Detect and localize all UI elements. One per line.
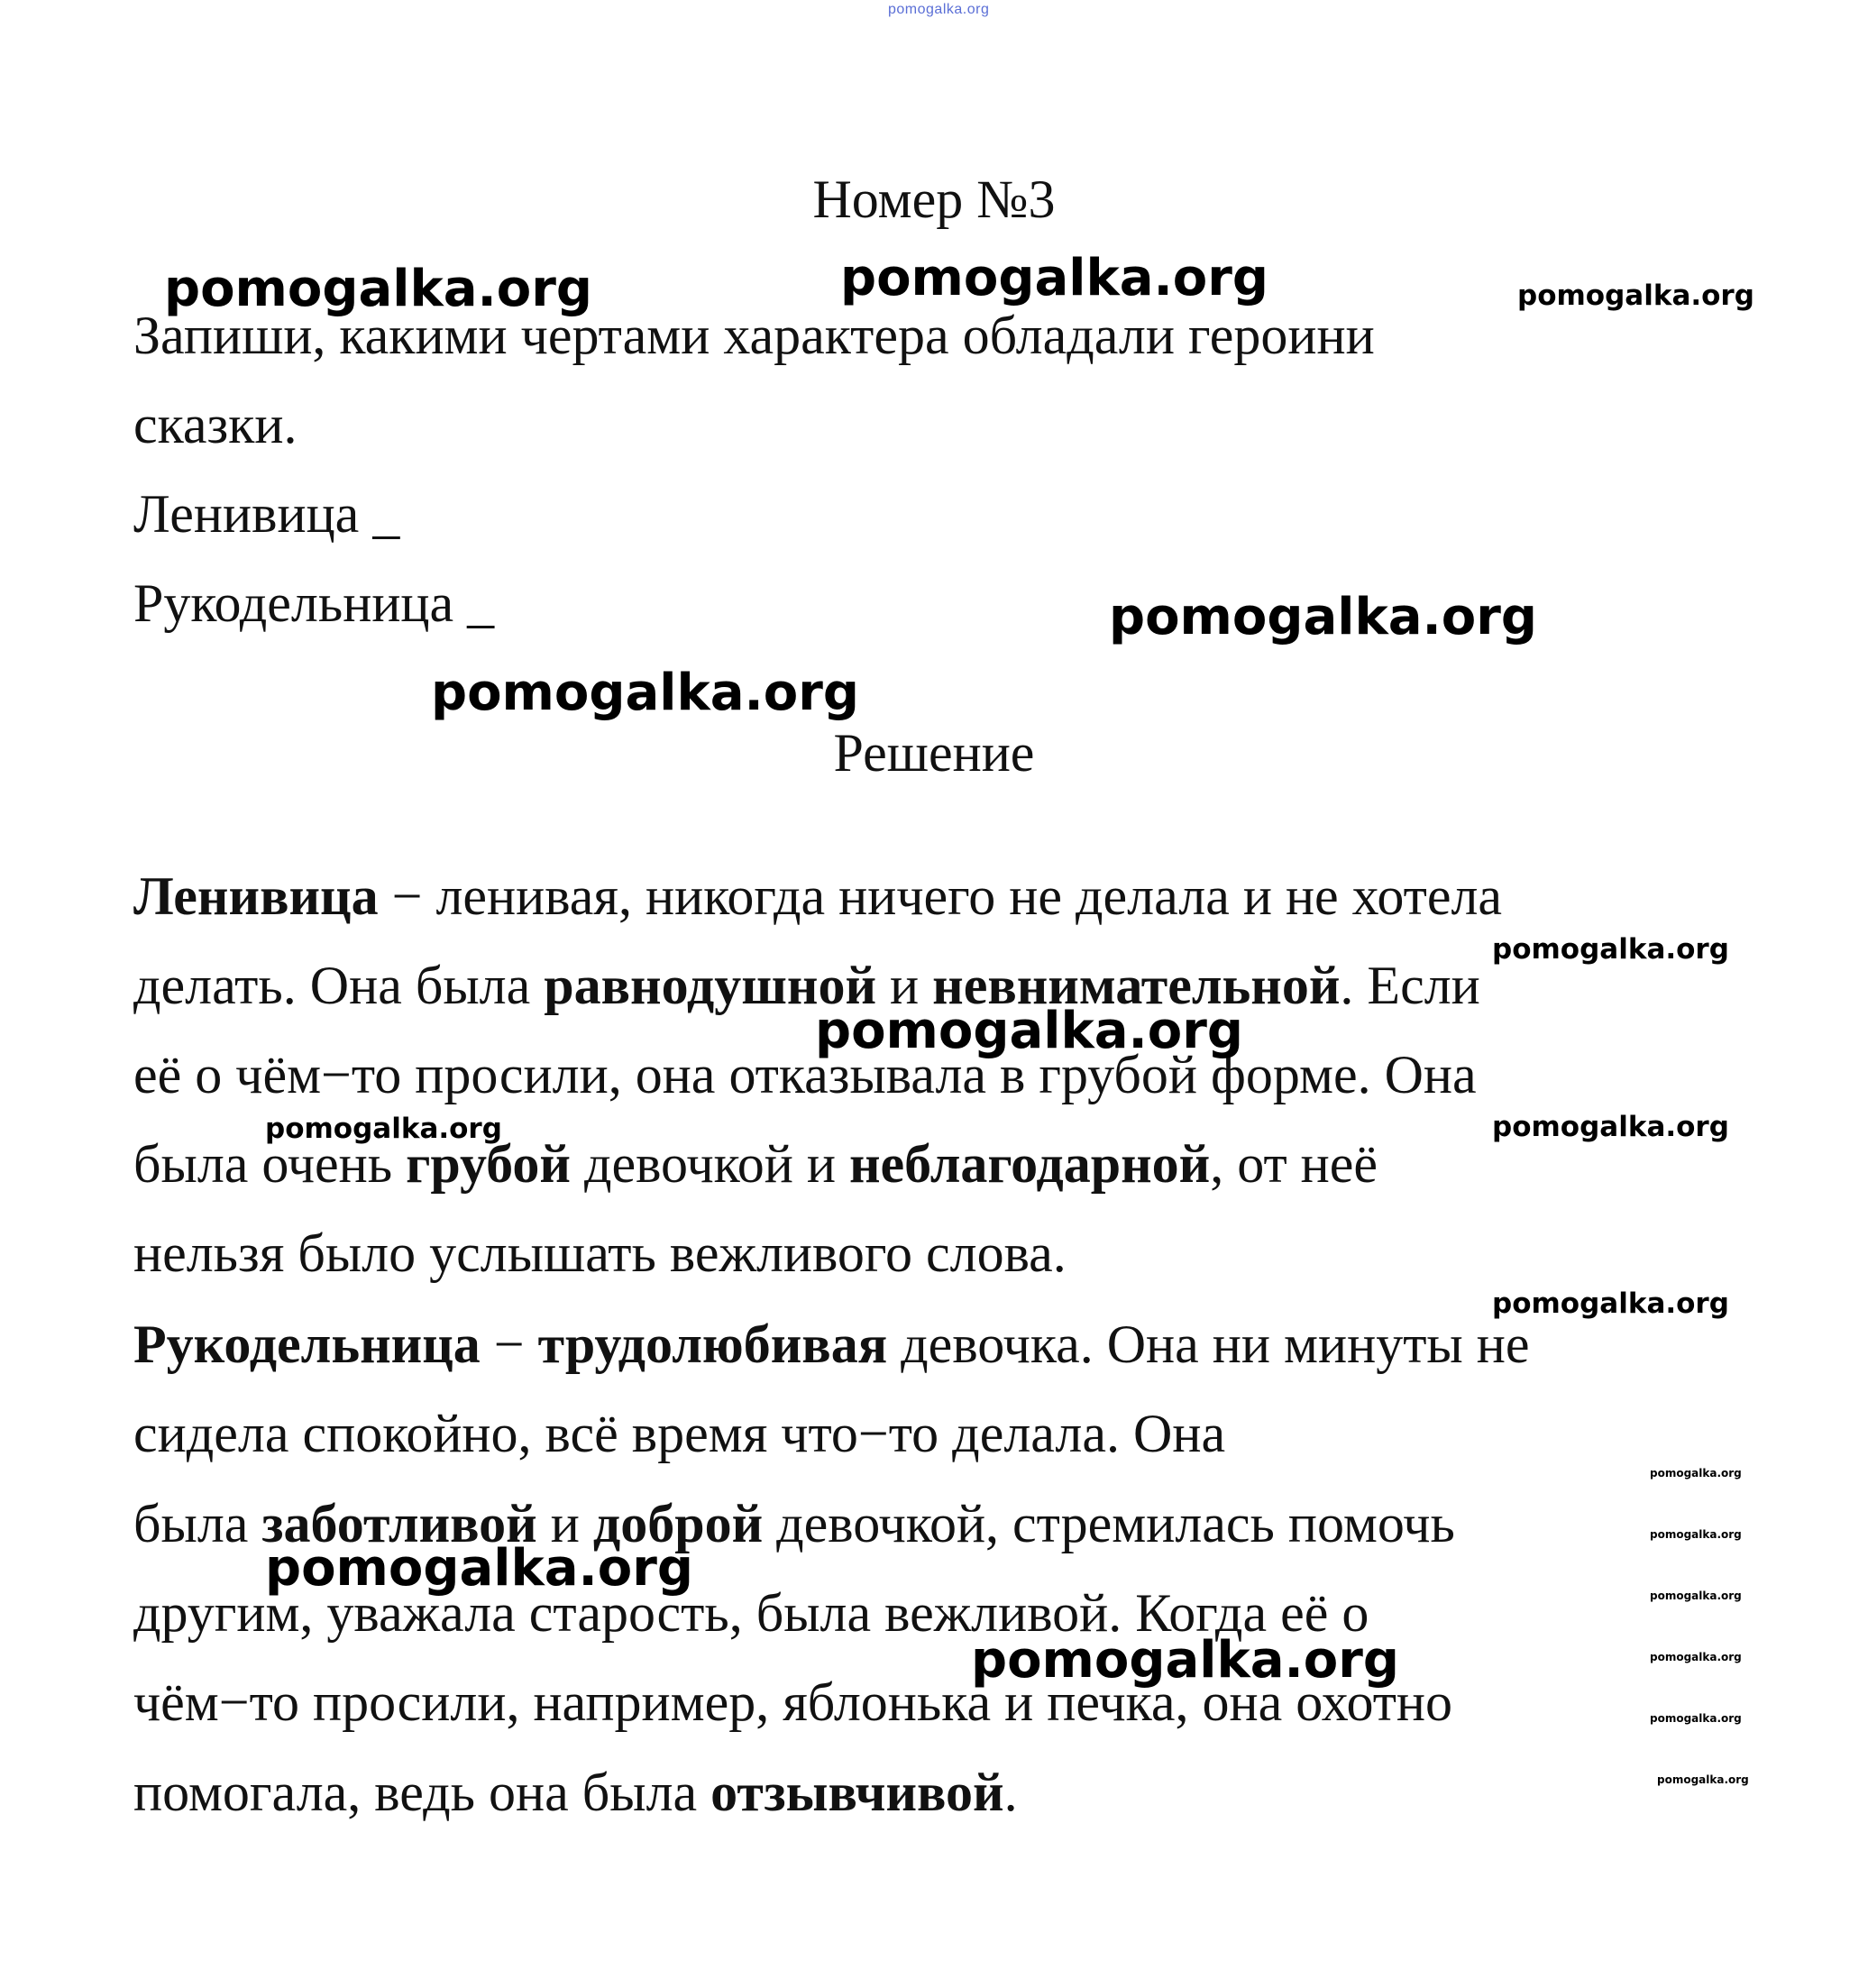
text-span: − (480, 1315, 538, 1374)
solution-line (133, 1222, 1067, 1285)
bold-term: равнодушной (544, 956, 877, 1015)
site-link[interactable]: pomogalka.org (888, 2, 990, 17)
watermark: pomogalka.org (1492, 1111, 1729, 1143)
watermark: pomogalka.org (1517, 279, 1754, 312)
bold-term: заботливой (261, 1494, 537, 1553)
text-span: девочкой, стремилась помочь (763, 1494, 1455, 1553)
watermark: pomogalka.org (164, 260, 592, 318)
text-span: сидела спокойно, всё время что−то делала. Она (133, 1404, 1226, 1463)
text-span: была (133, 1494, 262, 1553)
watermark: pomogalka.org (1650, 1589, 1742, 1602)
text-span: девочка. Она ни минуты не (887, 1315, 1530, 1374)
bold-term: невнимательной (932, 956, 1341, 1015)
text-span: её о чём−то просили, она отказывала в грубой форме. Она (133, 1045, 1477, 1104)
watermark: pomogalka.org (1650, 1651, 1742, 1663)
watermark: pomogalka.org (971, 1631, 1399, 1690)
text-span: . Если (1340, 956, 1480, 1015)
text-span: девочкой и (570, 1134, 849, 1194)
watermark: pomogalka.org (1657, 1773, 1749, 1786)
watermark: pomogalka.org (1650, 1528, 1742, 1541)
watermark: pomogalka.org (1650, 1712, 1742, 1725)
text-span: другим, уважала старость, была вежливой. Когда её о (133, 1583, 1369, 1643)
task-line: сказки. (133, 395, 298, 454)
text-span: помогала, ведь она была (133, 1763, 711, 1822)
solution-line (133, 1313, 1529, 1376)
text-span: чём−то просили, например, яблонька и печка, она охотно (133, 1672, 1453, 1732)
text-span: нельзя было услышать вежливого слова. (133, 1223, 1067, 1283)
watermark: pomogalka.org (431, 664, 859, 722)
solution-line (133, 1402, 1225, 1465)
text-span: делать. Она была (133, 956, 545, 1015)
watermark: pomogalka.org (1492, 1287, 1729, 1320)
watermark: pomogalka.org (265, 1539, 693, 1598)
task-line: Запиши, какими чертами характера обладали героини (133, 306, 1375, 365)
bold-term: неблагодарной (848, 1134, 1211, 1194)
watermark: pomogalka.org (815, 1002, 1243, 1060)
watermark: pomogalka.org (265, 1113, 502, 1145)
text-span: и (536, 1494, 593, 1553)
text-span: , от неё (1210, 1134, 1378, 1194)
text-span: . (1003, 1763, 1018, 1822)
solution-line (133, 954, 1480, 1017)
text-span: − ленивая, никогда ничего не делала и не хотела (378, 866, 1503, 926)
bold-term: Ленивица (133, 866, 379, 926)
bold-term: доброй (592, 1494, 764, 1553)
solution-line (133, 1043, 1477, 1106)
bold-term: Рукодельница (133, 1315, 481, 1374)
watermark: pomogalka.org (840, 249, 1268, 307)
solution-line (133, 1761, 1018, 1824)
bold-term: трудолюбивая (537, 1315, 888, 1374)
text-span: была очень (133, 1134, 407, 1194)
watermark: pomogalka.org (1650, 1467, 1742, 1480)
task-line-lenivitsa: Ленивица _ (133, 484, 400, 544)
bold-term: грубой (406, 1134, 571, 1194)
text-span: и (876, 956, 933, 1015)
solution-heading: Решение (833, 723, 1035, 783)
page-title: Номер №3 (812, 169, 1056, 229)
bold-term: отзывчивой (710, 1763, 1004, 1822)
task-line-rukodelnitsa: Рукодельница _ (133, 573, 495, 633)
watermark: pomogalka.org (1492, 933, 1729, 966)
watermark: pomogalka.org (1109, 588, 1537, 646)
solution-line (133, 865, 1502, 928)
